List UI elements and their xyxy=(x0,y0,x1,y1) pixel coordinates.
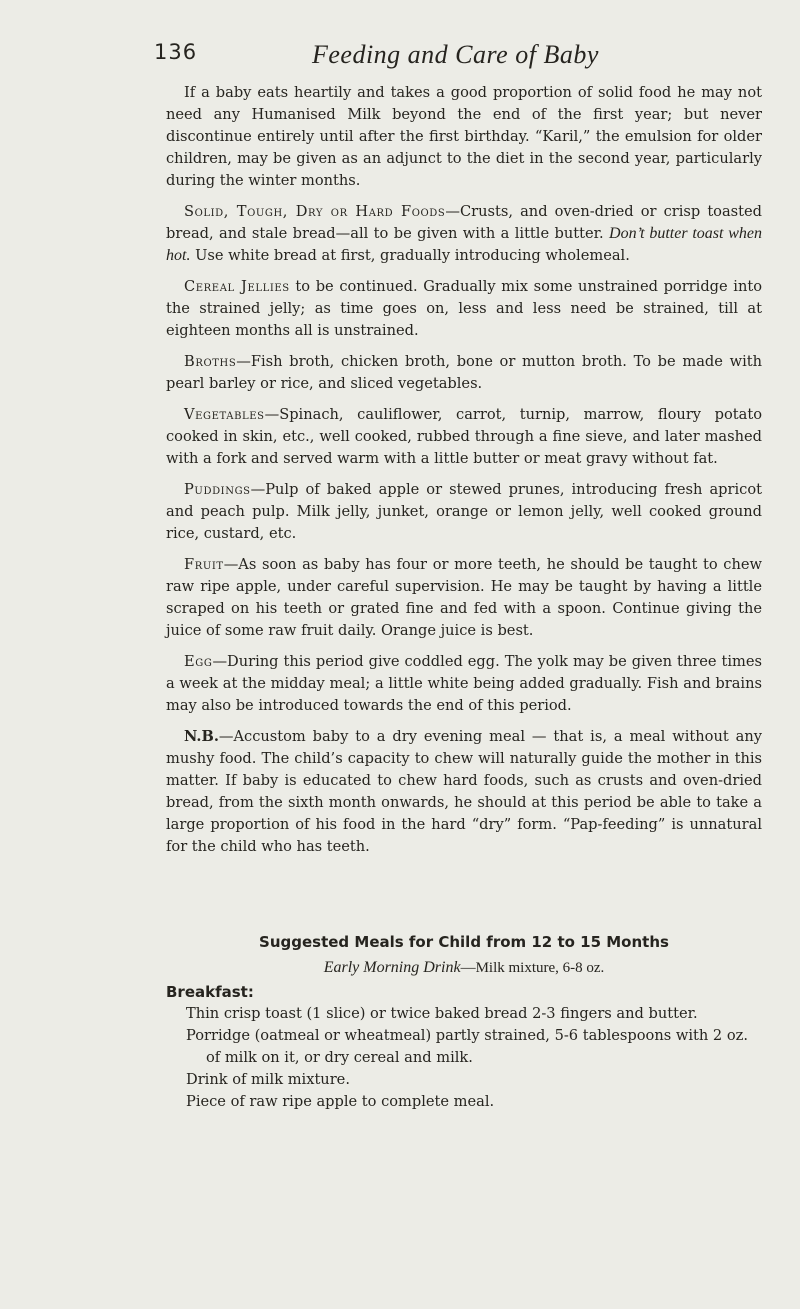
breakfast-item: Thin crisp toast (1 slice) or twice baked bread 2-3 fingers and butter. xyxy=(186,1005,698,1022)
paragraph-egg xyxy=(166,651,762,717)
paragraph-solid-foods xyxy=(166,201,762,267)
nb-text: —Accustom baby to a dry evening meal — that is, a meal without any mushy food. The child’s capacity to chew will naturally guide the mother in this matter. If baby is educated to chew hard foods, such as crusts and oven-dried bread, from the sixth month onwards, he should at this period be able to take a large proportion of his food in the hard “dry” form. “Pap-feeding” is unnatural for the child who has teeth. xyxy=(166,728,762,855)
heading-puddings: Puddings xyxy=(184,481,251,498)
breakfast-list xyxy=(166,1003,762,1113)
paragraph-fruit xyxy=(166,554,762,642)
running-head xyxy=(154,40,614,80)
heading-vegetables: Vegetables xyxy=(184,406,265,423)
meals-heading: Suggested Meals for Child from 12 to 15 Months xyxy=(259,933,669,951)
heading-cereal-jellies: Cereal Jellies xyxy=(184,278,290,295)
solid-foods-italic: Don’t butter toast when hot. xyxy=(166,225,763,264)
paragraph-intro: If a baby eats heartily and takes a good proportion of solid food he may not need any Humanised Milk beyond the end of the first year; but never discontinue entirely until after the first birthday. “Karil,” the emulsion for older children, may be given as an adjunct to the diet in the second year, particularly during the winter months. xyxy=(166,84,762,189)
egg-text: —During this period give coddled egg. The yolk may be given three times a week at the midday meal; a little white being added gradually. Fish and brains may also be introduced towards the end of this period. xyxy=(166,653,762,714)
paragraph-vegetables xyxy=(166,404,762,470)
breakfast-item: Porridge (oatmeal or wheatmeal) partly strained, 5-6 tablespoons with 2 oz. of milk on it, or dry cereal and milk. xyxy=(186,1027,748,1066)
early-morning-text: —Milk mixture, 6-8 oz. xyxy=(460,960,605,976)
puddings-text: —Pulp of baked apple or stewed prunes, introducing fresh apricot and peach pulp. Milk jelly, junket, orange or lemon jelly, well cooked ground rice, custard, etc. xyxy=(166,481,762,542)
cereal-jellies-text: to be continued. Gradually mix some unstrained porridge into the strained jelly; as time goes on, less and less need be strained, till at eighteen months all is unstrained. xyxy=(166,278,763,339)
fruit-text: —As soon as baby has four or more teeth, he should be taught to chew raw ripe apple, under careful supervision. He may be taught by having a little scraped on his teeth or grated fine and fed with a spoon. Continue giving the juice of some raw fruit daily. Orange juice is best. xyxy=(166,556,762,639)
paragraph-puddings xyxy=(166,479,762,545)
body-text xyxy=(166,82,762,867)
page-number: 136 xyxy=(154,40,198,64)
heading-nb: N.B. xyxy=(184,728,219,745)
vegetables-text: —Spinach, cauliflower, carrot, turnip, marrow, floury potato cooked in skin, etc., well cooked, rubbed through a fine sieve, and later mashed with a fork and served warm with a little butter or meat gravy without fat. xyxy=(166,406,762,467)
heading-egg: Egg xyxy=(184,653,213,670)
early-morning-drink xyxy=(166,957,762,979)
breakfast-label: Breakfast: xyxy=(166,983,254,1001)
solid-foods-text-2: Use white bread at first, gradually introducing wholemeal. xyxy=(195,247,630,264)
running-title: Feeding and Care of Baby xyxy=(312,40,599,69)
paragraph-nb xyxy=(166,726,762,858)
suggested-meals-section xyxy=(166,931,762,1113)
paragraph-cereal-jellies xyxy=(166,276,762,342)
breakfast-item: Drink of milk mixture. xyxy=(186,1071,350,1088)
heading-fruit: Fruit xyxy=(184,556,224,573)
early-morning-label: Early Morning Drink xyxy=(323,959,461,976)
solid-foods-text: —Crusts, and oven-dried or crisp toasted bread, and stale bread—all to be given with a little butter. xyxy=(166,203,762,242)
breakfast-item: Piece of raw ripe apple to complete meal. xyxy=(186,1093,495,1110)
heading-solid-foods: Solid, Tough, Dry or Hard Foods xyxy=(184,203,446,220)
broths-text: —Fish broth, chicken broth, bone or mutton broth. To be made with pearl barley or rice, and sliced vegetables. xyxy=(166,353,762,392)
paragraph-broths xyxy=(166,351,762,395)
heading-broths: Broths xyxy=(184,353,237,370)
